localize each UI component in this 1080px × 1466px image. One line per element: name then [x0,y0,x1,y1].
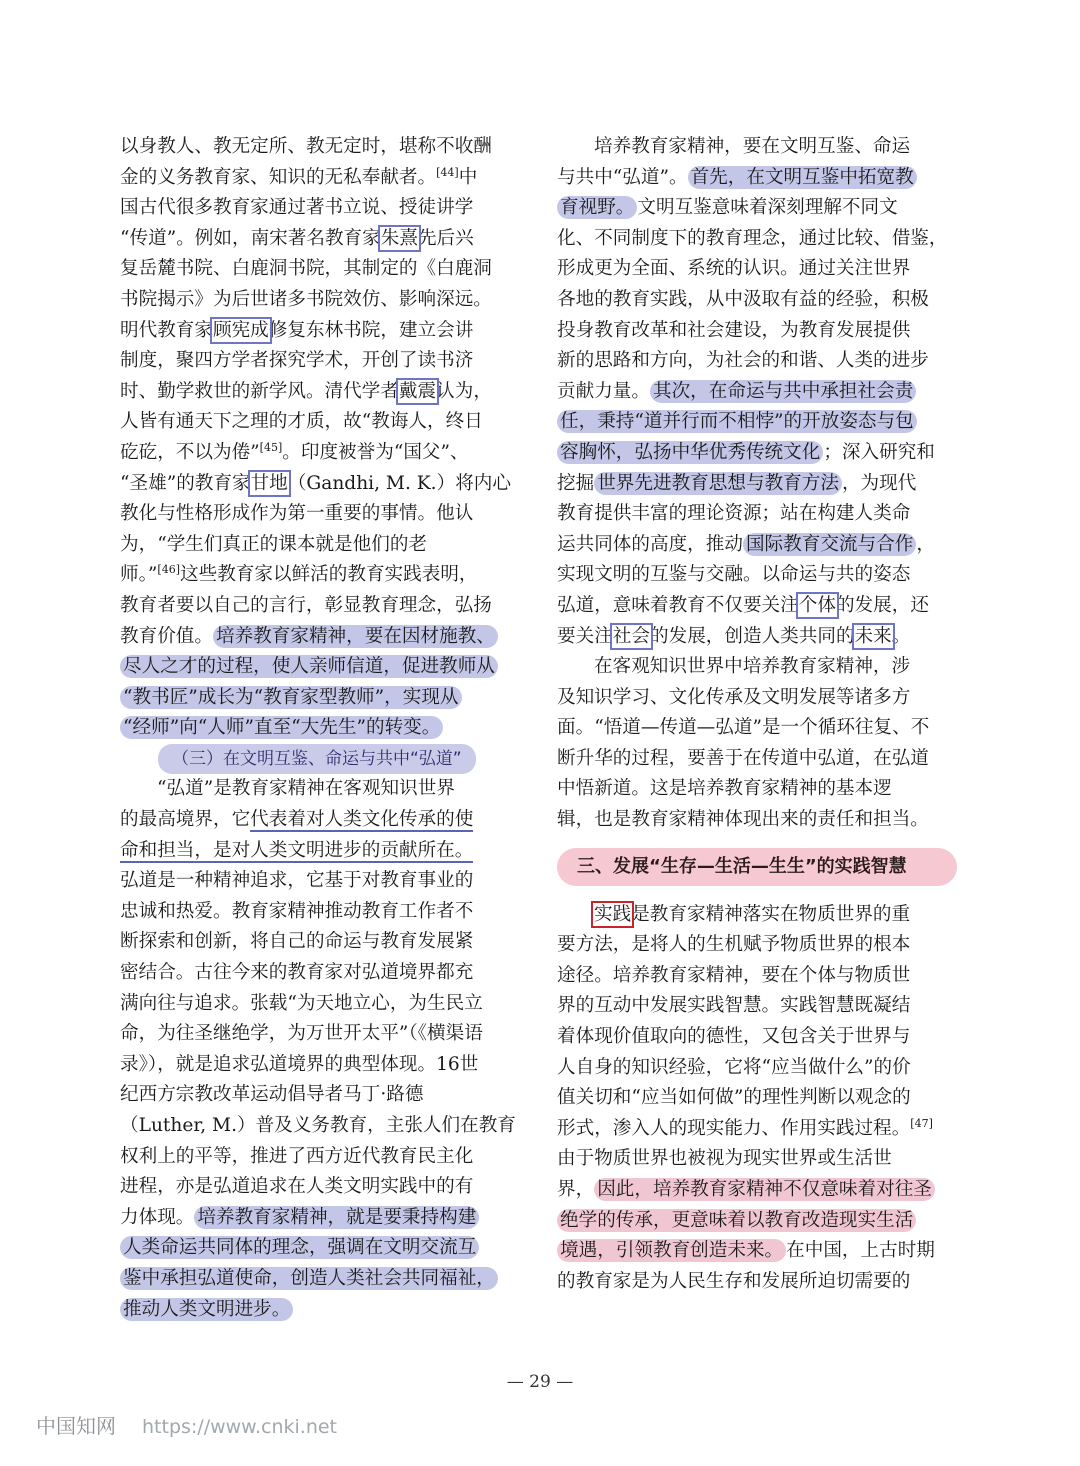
text-span: 的发展，创造人类共同的 [650,625,855,647]
text-line [120,652,530,683]
text-span: 密结合。古往今来的教育家对弘道境界都充 [120,962,474,984]
text-span: 由于物质世界也被视为现实世界或生活世 [557,1148,892,1170]
text-span: 值关切和“应当如何做”的理性判断以观念的 [557,1087,911,1109]
text-span: 录》），就是追求弘道境界的典型体现。16世 [120,1053,479,1075]
text-line [120,132,530,163]
text-line [557,961,967,992]
text-span: 中 [458,166,478,188]
text-line [557,1053,967,1084]
highlight-blue: 培养教育家精神，就是要秉持构建 [194,1206,479,1229]
text-span: 国古代很多教育家通过著书立说、授徒讲学 [120,197,474,219]
text-span: （Luther, M.）普及义务教育，主张人们在教育 [120,1115,516,1136]
text-span: 忠诚和热爱。教育家精神推动教育工作者不 [120,900,474,922]
text-span: 贡献力量。 [557,380,650,402]
text-line [120,1295,530,1326]
citation-ref: [46] [157,563,180,577]
text-span: 在客观知识世界中培养教育家精神，涉 [594,656,911,678]
text-line [120,622,530,653]
text-span: 要方法，是将人的生机赋予物质世界的根本 [557,934,911,956]
text-line [557,254,967,285]
text-span: 书院揭示》为后世诸多书院效仿、影响深远。 [120,288,492,310]
text-line [120,377,530,408]
text-span: 教育价值。 [120,625,213,647]
text-span: 权利上的平等，推进了西方近代教育民主化 [120,1145,474,1167]
boxed-term: 朱熹 [380,227,418,249]
section-heading [557,848,957,886]
text-line [557,991,967,1022]
text-line [557,407,967,438]
text-line [120,254,530,285]
highlight-blue: 容胸怀，弘扬中华优秀传统文化 [557,441,823,464]
text-span: 要关注 [557,625,613,647]
text-line [120,438,530,469]
text-line [120,927,530,958]
citation-ref: [47] [910,1116,933,1130]
text-span: 力体现。 [120,1206,195,1228]
boxed-term: 个体 [798,594,836,616]
text-span: 金的义务教育家、知识的无私奉献者。 [120,166,437,188]
text-span: 矻矻，不以为倦” [120,441,260,463]
text-span: 以身教人、教无定所、教无定时，堪称不收酬 [120,136,492,157]
text-span: 为，“学生们真正的课本就是他们的老 [120,533,428,555]
text-line [557,1206,967,1237]
text-line [557,560,967,591]
text-line [557,744,967,775]
text-span: 及知识学习、文化传承及文明发展等诸多方 [557,686,911,708]
highlight-blue: 任，秉持“道并行而不相悖”的开放姿态与包 [557,410,917,433]
text-span: 制度，聚四方学者探究学术，开创了读书济 [120,350,474,372]
highlight-blue: 首先，在文明互鉴中拓宽教 [688,166,917,189]
text-span: 辑，也是教育家精神体现出来的责任和担当。 [557,809,929,831]
text-line [120,163,530,194]
text-span: 运共同体的高度，推动 [557,533,743,555]
highlight-blue: 鉴中承担弘道使命，创造人类社会共同福祉， [120,1267,498,1290]
page-number: — 29 — [506,1372,574,1392]
text-span: 形成更为全面、系统的认识。通过关注世界 [557,258,911,280]
text-line [120,591,530,622]
text-line [557,713,967,744]
highlight-blue: 培养教育家精神，要在因材施教、 [213,625,498,648]
text-span: 教化与性格形成作为第一重要的事情。他认 [120,503,474,525]
text-line [120,560,530,591]
boxed-term: 未来 [854,625,892,647]
highlight-blue: 育视野。 [557,196,637,219]
text-line [557,316,967,347]
text-span: （Gandhi, M. K.）将内心 [287,472,511,494]
text-span: （三）在文明互鉴、命运与共中“弘道” [172,748,462,769]
text-span: 人自身的知识经验，它将“应当做什么”的价 [557,1056,911,1078]
text-line [557,1175,967,1206]
text-line [557,1144,967,1175]
boxed-term-red: 实践 [594,903,632,925]
text-line [557,622,967,653]
highlight-pink: 因此，培养教育家精神不仅意味着对往圣 [594,1178,935,1201]
highlight-blue: 推动人类文明进步。 [120,1298,293,1321]
text-span: 复岳麓书院、白鹿洞书院，其制定的《白鹿洞 [120,258,492,280]
citation-ref: [45] [259,440,283,454]
text-line [557,377,967,408]
text-span: 化、不同制度下的教育理念，通过比较、借鉴， [557,227,948,249]
highlight-blue: “经师”向“人师”直至“大先生”的转变。 [120,716,443,739]
text-span: 的发展，还 [835,594,929,616]
text-line [120,989,530,1020]
highlight-blue: 其次，在命运与共中承担社会责 [650,380,916,403]
text-span: 各地的教育实践，从中汲取有益的经验，积极 [557,288,929,310]
text-span: 培养教育家精神，要在文明互鉴、命运 [594,136,911,157]
text-span: 弘道，意味着教育不仅要关注 [557,594,799,616]
text-span: 文明互鉴意味着深刻理解不同文 [637,197,898,219]
text-span: 中悟新道。这是培养教育家精神的基本逻 [557,778,892,800]
text-line [120,1111,530,1142]
text-line [557,163,967,194]
highlight-pink: 绝学的传承，更意味着以教育改造现实生活 [557,1209,916,1232]
highlight-blue: 尽人之才的过程，使人亲师信道，促进教师从 [120,655,498,678]
text-span: 形式，渗入人的现实能力、作用实践过程。 [557,1117,911,1139]
watermark-name: 中国知网 [36,1414,116,1438]
text-line [557,900,967,931]
text-span: 教育者要以自己的言行，彰显教育理念，弘扬 [120,594,492,616]
text-line [120,836,530,867]
subsection-heading-label [158,744,476,775]
text-span: 教育提供丰富的理论资源；站在构建人类命 [557,503,911,525]
text-line [557,652,967,683]
subsection-heading [120,744,530,775]
text-line [120,469,530,500]
text-line [557,1022,967,1053]
text-line [120,1050,530,1081]
watermark-url: https://www.cnki.net [142,1416,338,1438]
text-span: 认为， [436,380,492,402]
text-span: 途径。培养教育家精神，要在个体与物质世 [557,964,911,986]
text-span: 面。“悟道—传道—弘道”是一个循环往复、不 [557,717,930,739]
text-span: ，为现代 [841,472,917,494]
text-line [120,958,530,989]
text-line [120,866,530,897]
text-line [557,285,967,316]
text-span: 断升华的过程，要善于在传道中弘道，在弘道 [557,747,929,769]
text-span: 界的互动中发展实践智慧。实践智慧既凝结 [557,995,911,1017]
highlight-blue: 人类命运共同体的理念，强调在文明交流互 [120,1236,479,1259]
text-span: 。 [891,625,911,647]
text-line [557,805,967,836]
text-span: 实现文明的互鉴与交融。以命运与共的姿态 [557,564,911,586]
text-line [120,1233,530,1264]
boxed-term: 社会 [612,625,650,647]
text-span: ；深入研究和 [823,441,935,463]
text-span: “传道”。例如，南宋著名教育家 [120,227,381,249]
text-span: 着体现价值取向的德性，又包含关于世界与 [557,1026,911,1048]
text-span: 投身教育改革和社会建设，为教育发展提供 [557,319,911,341]
text-span: 挖掘 [557,472,595,494]
highlight-blue: “教书匠”成长为“教育家型教师”，实现从 [120,686,462,709]
text-line [120,346,530,377]
text-line [557,530,967,561]
text-line [120,1264,530,1295]
text-span: 纪西方宗教改革运动倡导者马丁·路德 [120,1084,424,1106]
text-span: 先后兴 [417,227,474,249]
text-line [120,407,530,438]
text-line [557,1083,967,1114]
text-span: 三、发展“生存—生活—生生”的实践智慧 [577,855,907,877]
text-line [120,897,530,928]
text-span: 师。” [120,564,158,586]
text-span: 时、勤学救世的新学风。清代学者 [120,380,399,402]
text-span: 满向往与追求。张载“为天地立心，为生民立 [120,992,483,1014]
text-span: 。印度被誉为“国父”、 [282,441,469,463]
text-span: ， [916,533,935,555]
highlight-blue: 世界先进教育思想与教育方法 [594,472,842,495]
text-span: 在中国，上古时期 [786,1240,935,1262]
text-line [557,499,967,530]
underlined-text: 代表着对人类文化传承的使 [250,809,474,831]
text-line [557,774,967,805]
boxed-term: 甘地 [250,472,288,494]
right-column [557,132,967,1297]
text-line [557,1267,967,1298]
text-span: “弘道”是教育家精神在客观知识世界 [157,778,455,800]
text-line [557,132,967,163]
text-line [120,1019,530,1050]
text-line [120,224,530,255]
text-line [120,1203,530,1234]
underlined-text: 命和担当，是对人类文明进步的贡献所在。 [120,839,474,861]
text-line [557,346,967,377]
text-line [557,438,967,469]
text-line [120,774,530,805]
text-line [120,1080,530,1111]
citation-ref: [44] [436,165,459,179]
text-line [120,1172,530,1203]
text-span: 新的思路和方向，为社会的和谐、人类的进步 [557,350,929,372]
text-span: 命，为往圣继绝学，为万世开太平”（《横渠语 [120,1023,483,1045]
left-column [120,132,530,1325]
text-line [557,224,967,255]
text-line [120,1142,530,1173]
text-line [120,530,530,561]
boxed-term: 戴震 [398,380,437,402]
text-line [120,713,530,744]
text-line [120,499,530,530]
text-span: 与共中“弘道”。 [557,166,688,188]
text-span: 人皆有通天下之理的才质，故“教诲人，终日 [120,411,483,433]
text-span: 的最高境界，它 [120,809,251,831]
text-span: 弘道是一种精神追求，它基于对教育事业的 [120,870,474,892]
text-span: 断探索和创新，将自己的命运与教育发展紧 [120,931,474,953]
text-span: 明代教育家 [120,319,213,341]
text-line [120,193,530,224]
text-line [557,683,967,714]
text-span: 是教育家精神落实在物质世界的重 [631,903,911,925]
highlight-pink: 境遇，引领教育创造未来。 [557,1239,786,1262]
highlight-blue: 国际教育交流与合作 [743,533,916,556]
text-line [120,683,530,714]
text-line [557,469,967,500]
text-span: 进程，亦是弘道追求在人类文明实践中的有 [120,1176,474,1198]
text-span: 修复东林书院，建立会讲 [268,319,474,341]
text-line [557,193,967,224]
text-line [120,805,530,836]
text-span: 的教育家是为人民生存和发展所迫切需要的 [557,1270,911,1292]
text-line [557,1236,967,1267]
text-line [120,285,530,316]
text-line [557,1114,967,1145]
text-line [557,591,967,622]
text-span: 这些教育家以鲜活的教育实践表明， [180,564,478,586]
cnki-watermark [36,1410,337,1439]
boxed-term: 顾宪成 [212,319,269,341]
text-line [557,930,967,961]
text-span: “圣雄”的教育家 [120,472,251,494]
text-line [120,316,530,347]
text-span: 界， [557,1179,595,1200]
